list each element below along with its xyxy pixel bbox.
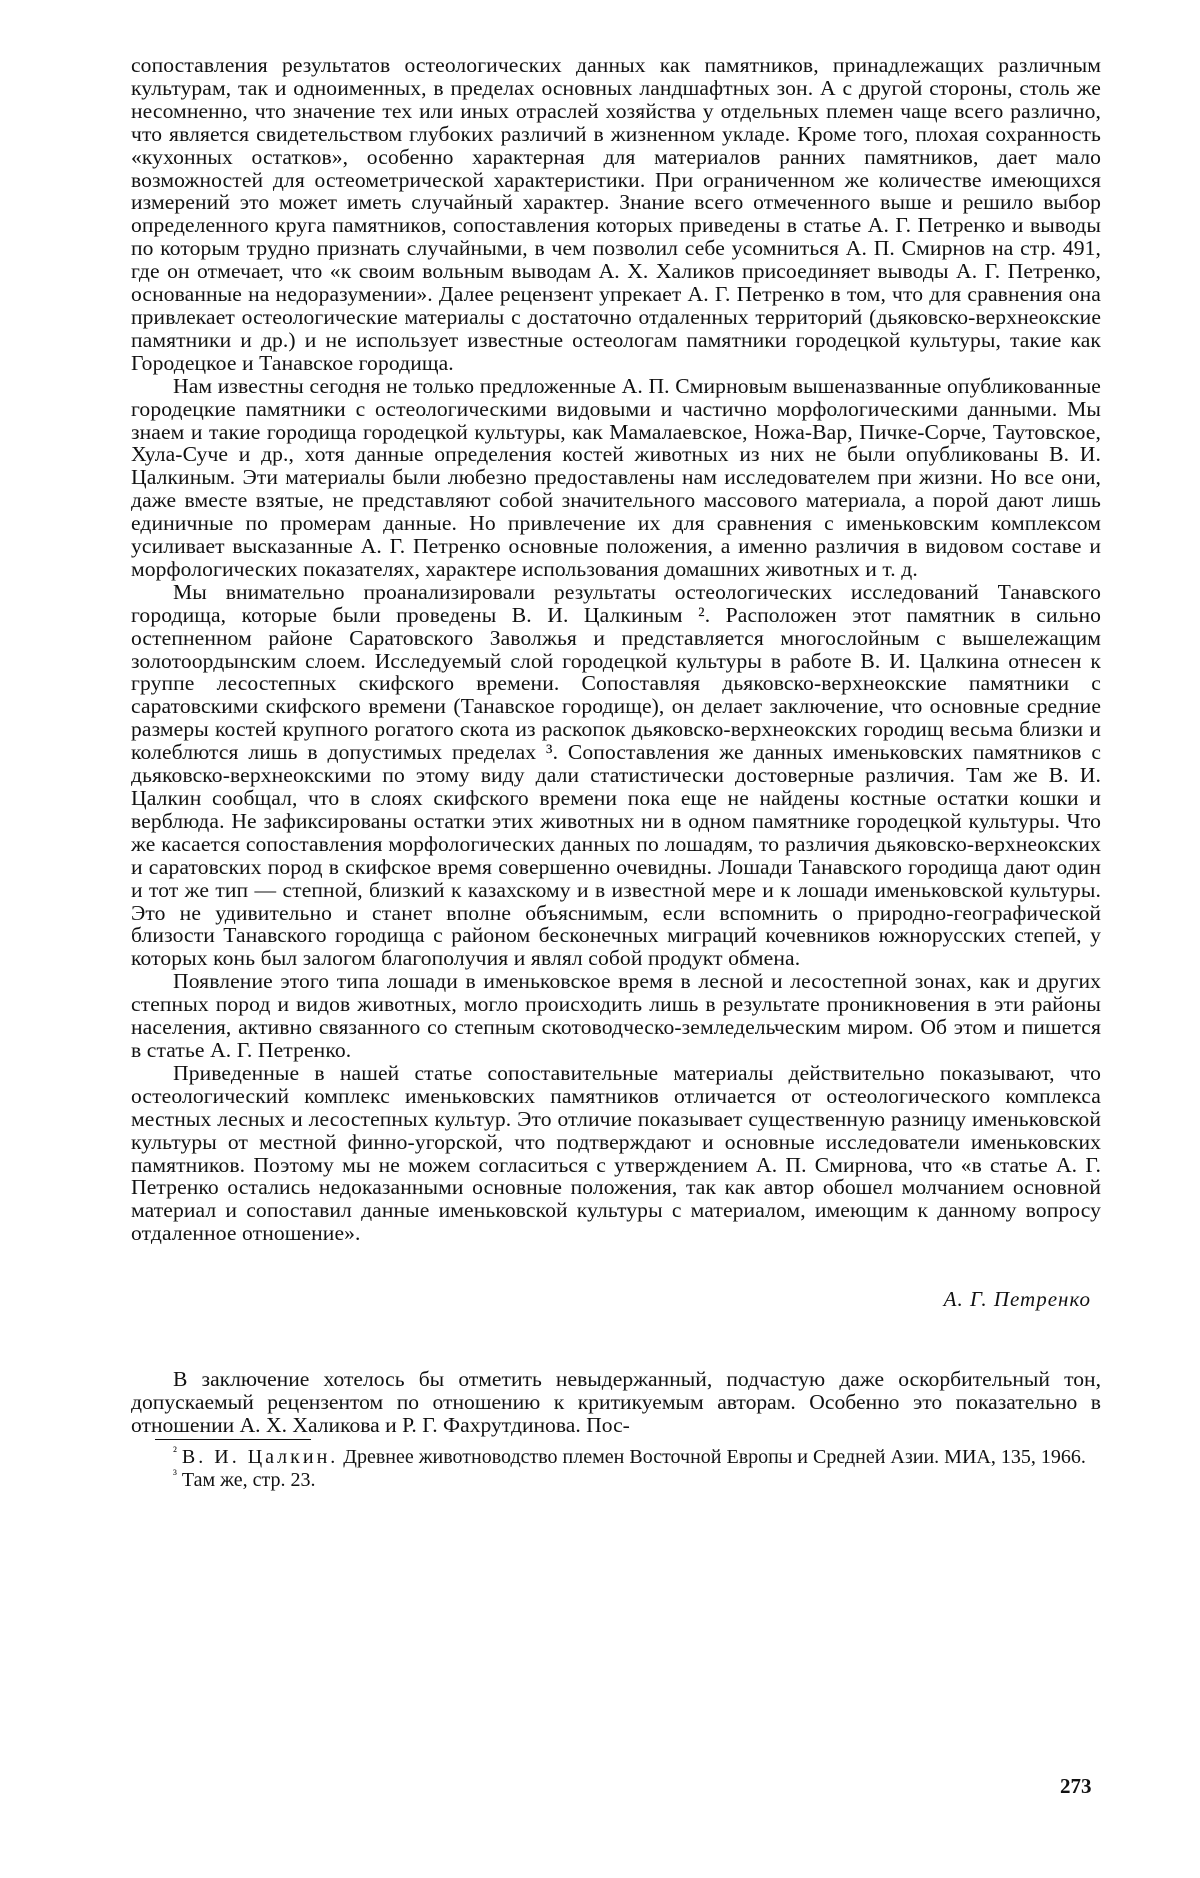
author-signature: А. Г. Петренко — [943, 1287, 1091, 1312]
footnote-text: Там же, стр. 23. — [181, 1468, 316, 1491]
paragraph-5: Приведенные в нашей статье сопоставительные материалы действительно показывают, что остеологический комплекс именьковских памятников отличается от остеологического комплекса местных лесных и лесостепных культур. Это отличие показывает существенную разницу именьковской культуры от местной финно-угорской, что подтверждают и основные исследователи именьковских памятников. Поэтому мы не можем согласиться с утверждением А. П. Смирнова, что «в статье А. Г. Петренко остались недоказанными основные положения, так как автор обошел молчанием основной материал и сопоставил данные именьковской культуры с материалом, имеющим к данному вопросу отдаленное отношение». — [131, 1060, 1101, 1246]
paragraph-4: Появление этого типа лошади в именьковское время в лесной и лесостепной зонах, как и других степных пород и видов животных, могло происходить лишь в результате проникновения в эти районы населения, активно связанного со степным скотоводческо-земледельческим миром. Об этом и пишется в статье А. Г. Петренко. — [131, 969, 1101, 1062]
footnote-author: В. И. Цалкин. — [181, 1445, 339, 1468]
footnote-mark: ³ — [173, 1466, 177, 1482]
article-body — [131, 54, 1101, 1245]
paragraph-2: Нам известны сегодня не только предложенные А. П. Смирновым вышеназванные опубликованные городецкие памятники с остеологическими видовыми и частично морфологическими данными. Мы знаем и такие городища городецкой культуры, как Мамалаевское, Ножа-Вар, Пичке-Сорче, Таутовское, Хула-Суче и др., хотя данные определения костей животных из них не были опубликованы В. И. Цалкиным. Эти материалы были любезно предоставлены нам исследователем при жизни. Но все они, даже вместе взятые, не представляют собой значительного массового материала, а порой дают лишь единичные по промерам данные. Но привлечение их для сравнения с именьковским комплексом усиливает высказанные А. Г. Петренко основные положения, а именно различия в видовом составе и морфологических показателях, характере использования домашних животных и т. д. — [131, 373, 1101, 581]
footnote-2 — [131, 1443, 1101, 1469]
footnote-3 — [131, 1466, 1101, 1492]
page-content — [131, 54, 1101, 1492]
footnotes — [131, 1443, 1101, 1492]
paragraph-3: Мы внимательно проанализировали результаты остеологических исследований Танавского городища, которые были проведены В. И. Цалкиным ². Расположен этот памятник в сильно остепненном районе Саратовского Заволжья и представляется многослойным с вышележащим золотоордынским слоем. Исследуемый слой городецкой культуры в работе В. И. Цалкина отнесен к группе лесостепных скифского времени. Сопоставляя дьяковско-верхнеокские памятники с саратовскими скифского времени (Танавское городище), он делает заключение, что основные средние размеры костей крупного рогатого скота из раскопок дьяковско-верхнеокских городищ весьма близки и колеблются лишь в допустимых пределах ³. Сопоставления же данных именьковских памятников с дьяковско-верхнеокскими по этому виду дали статистически достоверные различия. Там же В. И. Цалкин сообщал, что в слоях скифского времени пока еще не найдены костные остатки кошки и верблюда. Не зафиксированы остатки этих животных ни в одном памятнике городецкой культуры. Что же касается сопоставления морфологических данных по лошадям, то различия дьяковско-верхнеокских и саратовских пород в скифское время совершенно очевидны. Лошади Танавского городища дают один и тот же тип — степной, близкий к казахскому и в известной мере и к лошади именьковской культуры. Это не удивительно и станет вполне объяснимым, если вспомнить о природно-географической близости Танавского городища с районом бесконечных миграций кочевников южнорусских степей, у которых конь был залогом благополучия и являл собой продукт обмена. — [131, 579, 1101, 971]
closing-section — [131, 1368, 1101, 1437]
paragraph-1: сопоставления результатов остеологических данных как памятников, принадлежащих различным культурам, так и одноименных, в пределах основных ландшафтных зон. А с другой стороны, столь же несомненно, что значение тех или иных отраслей хозяйства у отдельных племен чаще всего различно, что является свидетельством глубоких различий в жизненном укладе. Кроме того, плохая сохранность «кухонных остатков», особенно характерная для материалов ранних памятников, дает мало возможностей для остеометрической характеристики. При ограниченном же количестве имеющихся измерений это может иметь случайный характер. Знание всего отмеченного выше и решило выбор определенного круга памятников, сопоставления которых приведены в статье А. Г. Петренко и выводы по которым трудно признать случайными, в чем позволил себе усомниться А. П. Смирнов на стр. 491, где он отмечает, что «к своим вольным выводам А. Х. Халиков присоединяет выводы А. Г. Петренко, основанные на недоразумении». Далее рецензент упрекает А. Г. Петренко в том, что для сравнения она привлекает остеологические материалы с достаточно отдаленных территорий (дьяковско-верхнеокские памятники и др.) и не использует известные остеологам памятники городецкой культуры, такие как Городецкое и Танавское городища. — [131, 53, 1101, 375]
footnote-mark: ² — [173, 1443, 177, 1459]
closing-paragraph: В заключение хотелось бы отметить невыдержанный, подчастую даже оскорбительный тон, допускаемый рецензентом по отношению к критикуемым авторам. Особенно это показательно в отношении А. Х. Халикова и Р. Г. Фахрутдинова. Пос- — [131, 1367, 1101, 1437]
footnote-text: Древнее животноводство племен Восточной Европы и Средней Азии. МИА, 135, 1966. — [343, 1445, 1086, 1468]
footnote-divider — [155, 1439, 311, 1440]
page-number: 273 — [1060, 1774, 1092, 1798]
